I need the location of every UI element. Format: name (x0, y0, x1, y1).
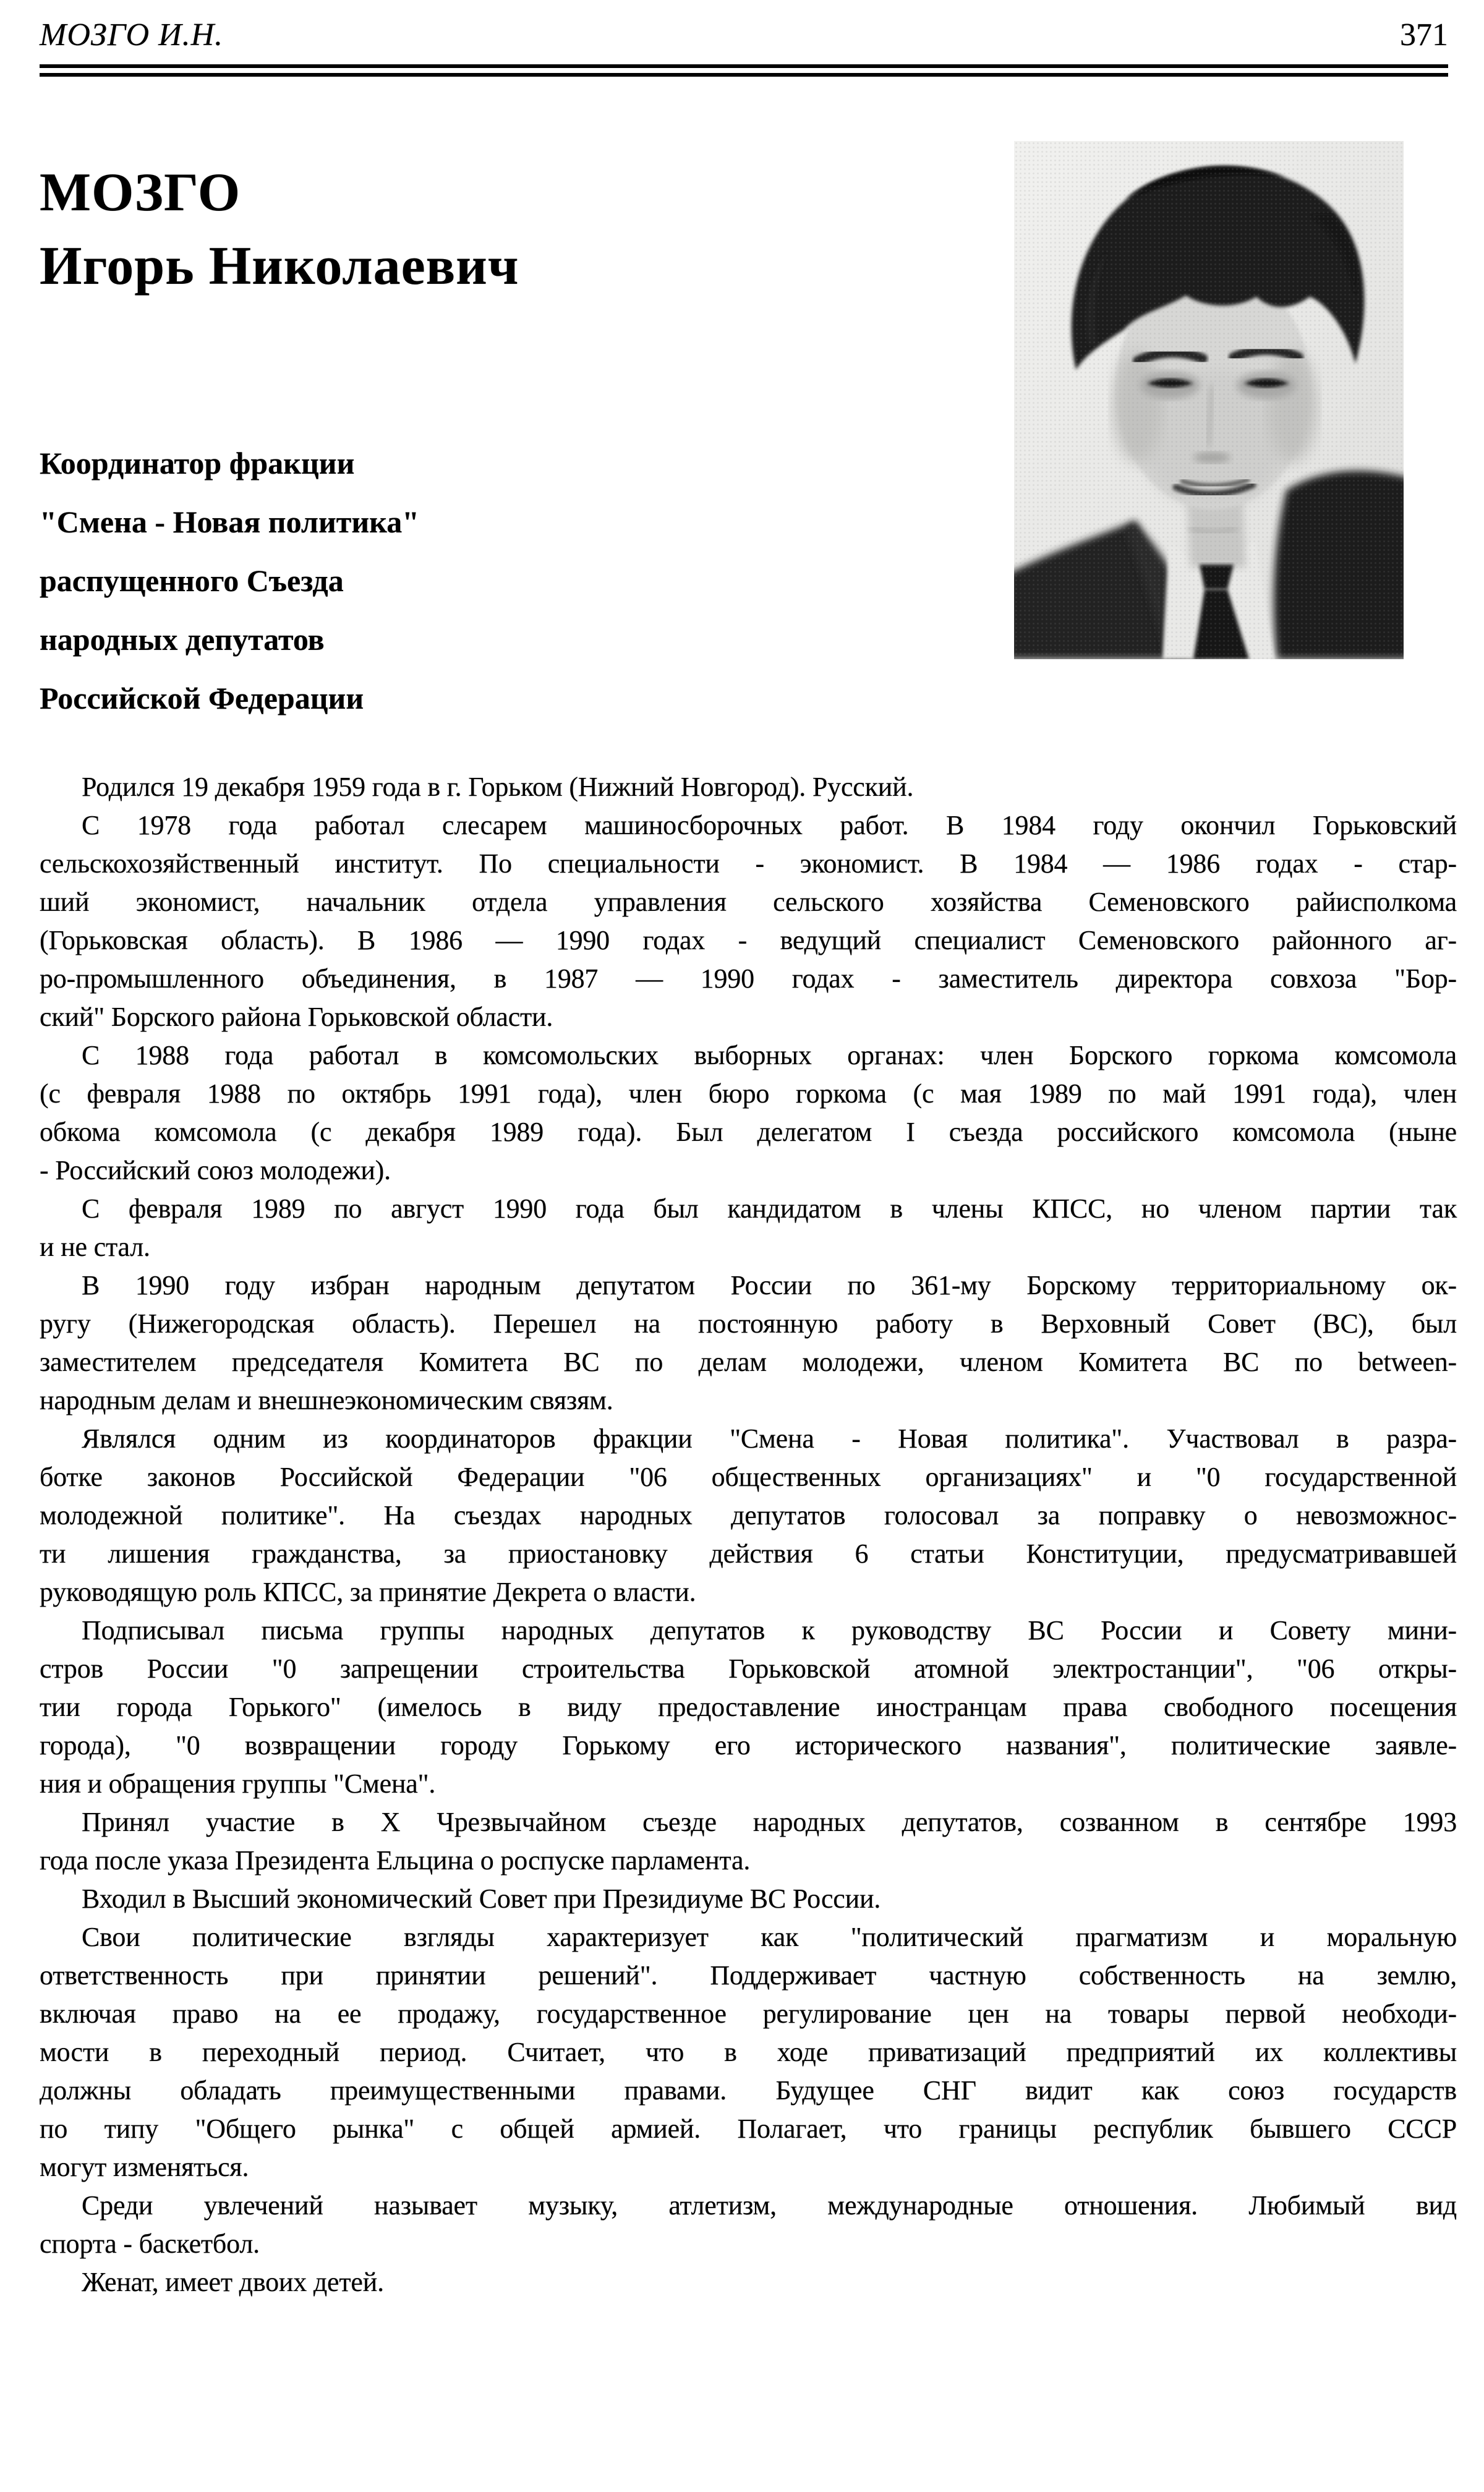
body-line: Подписывал письма группы народных депутатов к руководству ВС России и Совету мини- (82, 1615, 1457, 1645)
body-line: С 1978 года работал слесарем машиносборочных работ. В 1984 году окончил Горьковский (82, 810, 1457, 840)
body-line: Женат, имеет двоих детей. (82, 2267, 384, 2297)
body-line: С февраля 1989 по август 1990 года был кандидатом в члены КПСС, но членом партии так (82, 1193, 1457, 1224)
body-line: Входил в Высший экономический Совет при Президиуме ВС России. (82, 1884, 881, 1914)
body-line: народным делам и внешнеэкономическим связям. (40, 1385, 613, 1415)
page-title (40, 156, 519, 303)
body-line: В 1990 году избран народным депутатом России по 361-му Борскому территориальному ок- (82, 1270, 1457, 1300)
subtitle-line: Российской Федерации (40, 681, 364, 715)
subtitle-line: народных депутатов (40, 622, 325, 657)
body-line: и не стал. (40, 1232, 150, 1262)
body-line: - Российский союз молодежи). (40, 1155, 391, 1185)
body-line: спорта - баскетбол. (40, 2229, 260, 2259)
body-line: года после указа Президента Ельцина о роспуске парламента. (40, 1845, 751, 1875)
portrait-svg (1014, 141, 1404, 659)
body-line: ти лишения гражданства, за приостановку действия 6 статьи Конституции, предусматривавшей (40, 1538, 1457, 1569)
body-line: сельскохозяйственный институт. По специальности - экономист. В 1984 — 1986 годах - стар- (40, 848, 1457, 879)
body-line: ский" Борского района Горьковской области. (40, 1002, 553, 1032)
running-title: МОЗГО И.Н. (40, 17, 224, 53)
body-line: ответственность при принятии решений". Поддерживает частную собственность на землю, (40, 1960, 1457, 1991)
body-line: стров России "0 запрещении строительства Горьковской атомной электростанции", "06 откры- (40, 1654, 1457, 1684)
portrait-photo (1014, 141, 1404, 659)
body-line: ния и обращения группы "Смена". (40, 1769, 436, 1799)
person-given-names: Игорь Николаевич (40, 236, 519, 296)
body-line: заместителем председателя Комитета ВС по делам молодежи, членом Комитета ВС по between- (40, 1347, 1457, 1377)
body-line: обкома комсомола (с декабря 1989 года). Был делегатом I съезда российского комсомола (ныне (40, 1117, 1457, 1147)
body-line: включая право на ее продажу, государственное регулирование цен на товары первой необходи- (40, 1999, 1457, 2029)
body-line: С 1988 года работал в комсомольских выборных органах: член Борского горкома комсомола (82, 1040, 1457, 1070)
body-line: ругу (Нижегородская область). Перешел на постоянную работу в Верховный Совет (ВС), был (40, 1308, 1457, 1339)
body-line: ший экономист, начальник отдела управления сельского хозяйства Семеновского райисполкома (40, 887, 1457, 917)
person-surname: МОЗГО (40, 163, 241, 223)
subtitle-line: Координатор фракции (40, 446, 355, 480)
body-line: (Горьковская область). В 1986 — 1990 годах - ведущий специалист Семеновского районного аг- (40, 925, 1457, 955)
body-line: Являлся одним из координаторов фракции "Смена - Новая политика". Участвовал в разра- (82, 1423, 1457, 1454)
body-line: Принял участие в X Чрезвычайном съезде народных депутатов, созванном в сентябре 1993 (82, 1807, 1457, 1837)
body-line: ро-промышленного объединения, в 1987 — 1990 годах - заместитель директора совхоза "Бор- (40, 963, 1457, 994)
double-rule (40, 64, 1448, 77)
body-line: могут изменяться. (40, 2152, 249, 2182)
body-line: молодежной политике". На съездах народных депутатов голосовал за поправку о невозможнос- (40, 1500, 1457, 1530)
body-line: мости в переходный период. Считает, что в ходе приватизаций предприятий их коллективы (40, 2037, 1457, 2067)
body-line: по типу "Общего рынка" с общей армией. Полагает, что границы республик бывшего СССР (40, 2114, 1457, 2144)
body-line: должны обладать преимущественными правами. Будущее СНГ видит как союз государств (40, 2075, 1457, 2106)
body-line: руководящую роль КПСС, за принятие Декрета о власти. (40, 1577, 696, 1607)
halftone-overlay (1014, 141, 1404, 659)
page-number: 371 (1400, 17, 1448, 53)
subtitle-line: распущенного Съезда (40, 563, 344, 598)
running-head (40, 17, 1448, 53)
body-line: ботке законов Российской Федерации "06 общественных организациях" и "0 государственной (40, 1462, 1457, 1492)
biography-text (40, 768, 1457, 2302)
body-line: Родился 19 декабря 1959 года в г. Горьком (Нижний Новгород). Русский. (82, 772, 914, 802)
body-line: города), "0 возвращении городу Горькому его исторического названия", политические заявле- (40, 1730, 1457, 1760)
body-line: Свои политические взгляды характеризует как "политический прагматизм и моральную (82, 1922, 1457, 1952)
subtitle-line: "Смена - Новая политика" (40, 505, 419, 539)
body-line: тии города Горького" (имелось в виду предоставление иностранцам права свободного посещения (40, 1692, 1457, 1722)
body-line: (с февраля 1988 по октябрь 1991 года), член бюро горкома (с мая 1989 по май 1991 года), член (40, 1078, 1457, 1109)
body-line: Среди увлечений называет музыку, атлетизм, международные отношения. Любимый вид (82, 2190, 1457, 2221)
person-position (40, 434, 967, 728)
